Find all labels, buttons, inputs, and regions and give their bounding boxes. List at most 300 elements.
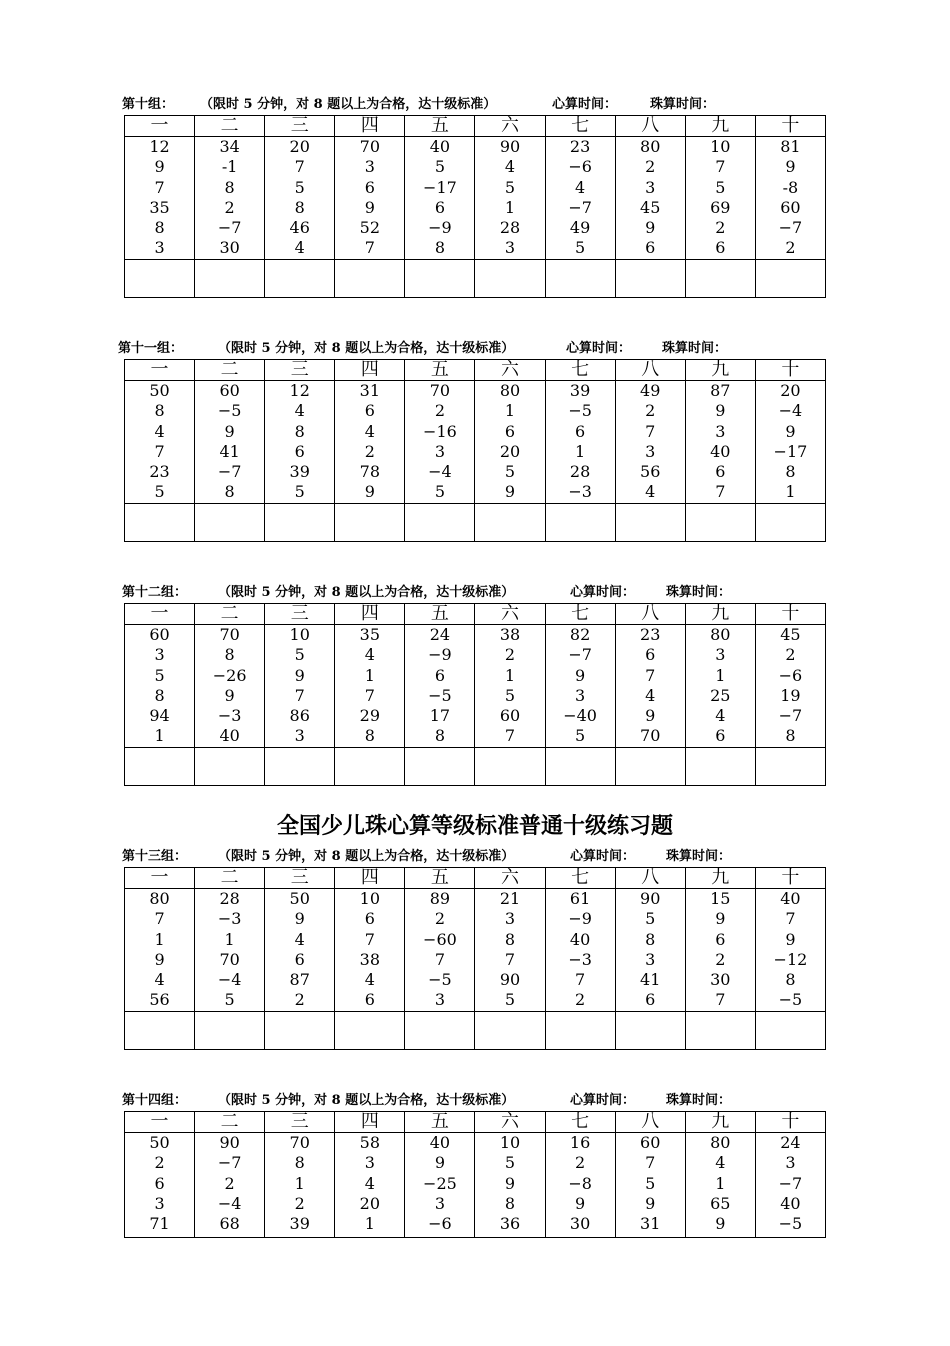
problem-column — [405, 381, 475, 504]
number-cell: 1 — [715, 1173, 726, 1193]
number-cell: 10 — [359, 889, 380, 908]
problem-column — [615, 889, 685, 1012]
number-cell: 8 — [434, 238, 446, 258]
problem-column — [195, 137, 265, 260]
number-cell: 31 — [359, 381, 380, 400]
number-cell: 40 — [219, 726, 240, 746]
number-cell: 4 — [715, 1153, 726, 1173]
number-cell: −7 — [778, 706, 803, 726]
number-cell: 12 — [289, 381, 310, 400]
answer-box[interactable] — [615, 504, 685, 542]
answer-box[interactable] — [685, 748, 755, 786]
column-header: 十 — [755, 604, 825, 625]
answer-box[interactable] — [405, 260, 475, 298]
number-cell: −3 — [568, 482, 592, 502]
number-cell: 2 — [294, 990, 305, 1010]
number-cell: 45 — [780, 625, 801, 644]
problem-column — [685, 137, 755, 260]
problem-column — [475, 137, 545, 260]
number-cell: 5 — [645, 909, 656, 929]
problem-column — [265, 1133, 335, 1238]
number-cell: 86 — [289, 706, 310, 726]
column-header: 六 — [475, 116, 545, 137]
number-cell: 7 — [715, 157, 726, 177]
number-cell: 3 — [504, 909, 516, 929]
column-header: 五 — [405, 868, 475, 889]
number-cell: 5 — [154, 665, 165, 685]
number-cell: 2 — [715, 218, 726, 238]
time-limit-rule: （限时 5 分钟，对 8 题以上为合格，达十级标准） — [218, 585, 515, 600]
number-cell: 6 — [715, 462, 726, 482]
problem-column — [615, 137, 685, 260]
number-cell: 9 — [575, 665, 586, 685]
problem-column — [195, 625, 265, 748]
answer-box[interactable] — [545, 504, 615, 542]
answer-box[interactable] — [405, 504, 475, 542]
number-cell: 5 — [294, 645, 305, 665]
number-cell: 80 — [499, 381, 521, 400]
problem-table — [124, 115, 826, 298]
problem-column — [335, 137, 405, 260]
column-header: 一 — [125, 604, 195, 625]
column-header: 十 — [755, 116, 825, 137]
number-cell: 4 — [154, 970, 165, 990]
number-cell: 3 — [154, 238, 165, 258]
column-header: 二 — [195, 604, 265, 625]
column-header: 七 — [545, 360, 615, 381]
column-header: 八 — [615, 116, 685, 137]
number-cell: 2 — [504, 645, 516, 665]
answer-box[interactable] — [195, 260, 265, 298]
number-cell: 6 — [364, 177, 375, 197]
problem-column — [405, 1133, 475, 1238]
number-cell: 6 — [715, 238, 726, 258]
number-cell: 20 — [780, 381, 801, 400]
number-cell: 5 — [504, 177, 516, 197]
number-cell: 78 — [359, 462, 380, 482]
number-cell: 3 — [715, 645, 726, 665]
number-cell: 3 — [154, 1193, 165, 1213]
number-cell: −3 — [217, 706, 242, 726]
number-cell: 7 — [154, 177, 165, 197]
answer-box[interactable] — [125, 748, 195, 786]
answer-box[interactable] — [615, 1012, 685, 1050]
number-cell: 9 — [154, 157, 165, 177]
number-cell: 70 — [219, 625, 240, 644]
column-header: 九 — [685, 116, 755, 137]
column-header: 七 — [545, 604, 615, 625]
column-header: 一 — [125, 1112, 195, 1133]
abacus-time-label: 珠算时间： — [666, 585, 732, 600]
number-cell: −7 — [778, 218, 803, 238]
number-cell: 8 — [785, 970, 796, 990]
number-cell: 2 — [434, 909, 446, 929]
answer-box[interactable] — [125, 1012, 195, 1050]
answer-box[interactable] — [405, 748, 475, 786]
number-cell: 40 — [710, 441, 731, 461]
number-cell: 12 — [149, 137, 170, 156]
time-limit-rule: （限时 5 分钟，对 8 题以上为合格，达十级标准） — [200, 97, 497, 112]
number-cell: 6 — [154, 1173, 165, 1193]
answer-box[interactable] — [685, 504, 755, 542]
number-cell: 6 — [645, 645, 656, 665]
answer-box[interactable] — [475, 1012, 545, 1050]
number-cell: −5 — [778, 990, 803, 1010]
number-cell: 35 — [359, 625, 380, 644]
number-cell: 6 — [645, 990, 656, 1010]
answer-box[interactable] — [755, 504, 825, 542]
number-cell: −26 — [212, 665, 247, 685]
number-cell: 5 — [294, 177, 305, 197]
problem-column — [685, 625, 755, 748]
number-cell: 4 — [364, 1173, 375, 1193]
column-header: 九 — [685, 868, 755, 889]
number-cell: 80 — [710, 1133, 731, 1152]
answer-box[interactable] — [685, 1012, 755, 1050]
number-cell: 40 — [429, 1133, 451, 1152]
number-cell: 17 — [429, 706, 451, 726]
problem-column — [615, 1133, 685, 1238]
number-cell: 20 — [499, 441, 521, 461]
problem-column — [475, 1133, 545, 1238]
number-cell: 41 — [640, 970, 661, 990]
number-cell: −9 — [428, 218, 452, 238]
number-cell: −7 — [778, 1173, 803, 1193]
problem-column — [125, 137, 195, 260]
answer-box[interactable] — [195, 1012, 265, 1050]
number-cell: −3 — [568, 949, 592, 969]
column-header: 九 — [685, 360, 755, 381]
answer-box[interactable] — [405, 1012, 475, 1050]
number-cell: -8 — [782, 177, 799, 197]
number-cell: 8 — [294, 197, 305, 217]
column-header: 五 — [405, 116, 475, 137]
number-cell: 5 — [504, 685, 516, 705]
number-cell: 8 — [294, 421, 305, 441]
number-cell: 36 — [499, 1214, 521, 1234]
column-header: 四 — [335, 604, 405, 625]
number-cell: 9 — [645, 218, 656, 238]
group-header — [122, 1092, 822, 1110]
answer-box[interactable] — [545, 748, 615, 786]
number-cell: 7 — [294, 685, 305, 705]
number-cell: 8 — [154, 401, 165, 421]
number-cell: 3 — [364, 1153, 375, 1173]
number-cell: 6 — [294, 441, 305, 461]
number-cell: 16 — [569, 1133, 591, 1152]
number-cell: 90 — [219, 1133, 240, 1152]
number-cell: 9 — [224, 421, 235, 441]
number-cell: 90 — [640, 889, 661, 908]
number-cell: 7 — [645, 421, 656, 441]
number-cell: 2 — [434, 401, 446, 421]
abacus-time-label: 珠算时间： — [650, 97, 716, 112]
column-header: 九 — [685, 604, 755, 625]
problem-column — [335, 625, 405, 748]
number-cell: 7 — [364, 685, 375, 705]
number-cell: 9 — [645, 706, 656, 726]
answer-box[interactable] — [475, 504, 545, 542]
number-cell: 2 — [785, 238, 796, 258]
number-cell: 20 — [359, 1193, 380, 1213]
number-cell: 1 — [715, 665, 726, 685]
number-cell: 3 — [364, 157, 375, 177]
answer-box[interactable] — [265, 1012, 335, 1050]
column-header: 五 — [405, 360, 475, 381]
number-cell: 2 — [575, 1153, 586, 1173]
column-header: 四 — [335, 868, 405, 889]
number-cell: 10 — [499, 1133, 521, 1152]
number-cell: 38 — [359, 949, 380, 969]
column-header: 二 — [195, 1112, 265, 1133]
number-cell: 1 — [154, 929, 165, 949]
column-header: 三 — [265, 868, 335, 889]
column-header: 二 — [195, 360, 265, 381]
answer-box[interactable] — [475, 260, 545, 298]
answer-box[interactable] — [335, 260, 405, 298]
number-cell: 68 — [219, 1214, 240, 1234]
number-cell: 6 — [364, 990, 375, 1010]
column-header: 八 — [615, 868, 685, 889]
problem-column — [405, 889, 475, 1012]
problem-column — [755, 137, 825, 260]
number-cell: 3 — [645, 177, 656, 197]
group-name: 第十组： — [122, 97, 175, 112]
number-cell: 3 — [504, 238, 516, 258]
column-header: 四 — [335, 116, 405, 137]
number-cell: 30 — [219, 238, 240, 258]
answer-box[interactable] — [755, 1012, 825, 1050]
number-cell: 9 — [434, 1153, 446, 1173]
number-cell: −4 — [217, 970, 242, 990]
number-cell: 25 — [710, 685, 731, 705]
number-cell: 4 — [294, 238, 305, 258]
answer-box[interactable] — [545, 1012, 615, 1050]
group-header — [122, 96, 822, 114]
number-cell: 7 — [785, 909, 796, 929]
answer-box[interactable] — [615, 748, 685, 786]
answer-box[interactable] — [265, 260, 335, 298]
problem-column — [335, 381, 405, 504]
number-cell: 1 — [224, 929, 235, 949]
number-cell: 10 — [289, 625, 310, 644]
number-cell: 35 — [149, 197, 170, 217]
number-cell: −12 — [773, 949, 808, 969]
number-cell: 29 — [359, 706, 380, 726]
number-cell: 6 — [575, 421, 586, 441]
number-cell: 49 — [640, 381, 661, 400]
problem-column — [755, 1133, 825, 1238]
number-cell: 5 — [224, 990, 235, 1010]
number-cell: 8 — [785, 462, 796, 482]
group-header — [122, 584, 822, 602]
number-cell: 9 — [294, 665, 305, 685]
number-cell: 23 — [569, 137, 591, 156]
number-cell: 8 — [224, 482, 235, 502]
answer-box[interactable] — [615, 260, 685, 298]
abacus-time-label: 珠算时间： — [662, 341, 728, 356]
number-cell: 9 — [715, 909, 726, 929]
number-cell: 50 — [149, 1133, 170, 1152]
number-cell: 15 — [710, 889, 731, 908]
number-cell: 9 — [715, 1214, 726, 1234]
number-cell: 70 — [289, 1133, 310, 1152]
number-cell: 4 — [715, 706, 726, 726]
number-cell: 28 — [499, 218, 521, 238]
problem-column — [615, 625, 685, 748]
column-header: 二 — [195, 868, 265, 889]
number-cell: −6 — [778, 665, 803, 685]
mental-time-label: 心算时间： — [566, 341, 632, 356]
number-cell: 9 — [224, 685, 235, 705]
number-cell: 1 — [364, 1214, 375, 1234]
number-cell: −4 — [778, 401, 803, 421]
problem-column — [685, 1133, 755, 1238]
number-cell: 9 — [715, 401, 726, 421]
answer-box[interactable] — [755, 748, 825, 786]
number-cell: 39 — [289, 1214, 310, 1234]
number-cell: −8 — [568, 1173, 592, 1193]
problem-column — [545, 1133, 615, 1238]
number-cell: 87 — [710, 381, 731, 400]
answer-box[interactable] — [335, 504, 405, 542]
number-cell: 9 — [364, 482, 375, 502]
number-cell: −7 — [217, 462, 242, 482]
number-cell: 87 — [289, 970, 310, 990]
number-cell: 60 — [149, 625, 170, 644]
number-cell: −60 — [423, 929, 457, 949]
number-cell: 7 — [575, 970, 586, 990]
problem-column — [195, 381, 265, 504]
number-cell: 9 — [785, 929, 796, 949]
problem-column — [125, 625, 195, 748]
answer-box[interactable] — [685, 260, 755, 298]
number-cell: 5 — [575, 726, 586, 746]
number-cell: 1 — [785, 482, 796, 502]
number-cell: 3 — [154, 645, 165, 665]
problem-column — [265, 625, 335, 748]
column-header: 六 — [475, 360, 545, 381]
number-cell: 4 — [645, 685, 656, 705]
number-cell: 2 — [224, 197, 235, 217]
number-cell: 28 — [219, 889, 240, 908]
answer-box[interactable] — [475, 748, 545, 786]
number-cell: 6 — [294, 949, 305, 969]
answer-box[interactable] — [195, 748, 265, 786]
number-cell: 60 — [499, 706, 521, 726]
problem-column — [475, 625, 545, 748]
number-cell: 60 — [219, 381, 240, 400]
number-cell: 52 — [359, 218, 380, 238]
number-cell: 7 — [154, 441, 165, 461]
number-cell: 8 — [294, 1153, 305, 1173]
problem-column — [195, 889, 265, 1012]
number-cell: 5 — [504, 990, 516, 1010]
number-cell: 3 — [645, 949, 656, 969]
number-cell: 3 — [575, 685, 586, 705]
column-header: 四 — [335, 360, 405, 381]
number-cell: 2 — [715, 949, 726, 969]
number-cell: 4 — [364, 970, 375, 990]
problem-column — [265, 889, 335, 1012]
problem-column — [755, 625, 825, 748]
column-header: 七 — [545, 1112, 615, 1133]
column-header: 三 — [265, 116, 335, 137]
number-cell: 10 — [710, 137, 731, 156]
number-cell: −5 — [568, 401, 592, 421]
number-cell: 20 — [289, 137, 310, 156]
number-cell: 23 — [149, 462, 170, 482]
number-cell: 7 — [364, 238, 375, 258]
number-cell: 9 — [575, 1193, 586, 1213]
problem-column — [545, 625, 615, 748]
answer-box[interactable] — [195, 504, 265, 542]
problem-column — [545, 889, 615, 1012]
answer-box[interactable] — [265, 504, 335, 542]
column-header: 一 — [125, 868, 195, 889]
number-cell: 40 — [780, 889, 801, 908]
number-cell: 5 — [294, 482, 305, 502]
number-cell: −7 — [568, 645, 592, 665]
number-cell: 50 — [149, 381, 170, 400]
number-cell: 56 — [149, 990, 170, 1010]
number-cell: 71 — [149, 1214, 170, 1234]
number-cell: 2 — [645, 157, 656, 177]
column-header: 十 — [755, 868, 825, 889]
answer-box[interactable] — [755, 260, 825, 298]
number-cell: 40 — [780, 1193, 801, 1213]
number-cell: 8 — [645, 929, 656, 949]
number-cell: 39 — [569, 381, 591, 400]
number-cell: 8 — [154, 685, 165, 705]
number-cell: 46 — [289, 218, 310, 238]
answer-box[interactable] — [125, 260, 195, 298]
number-cell: 7 — [715, 990, 726, 1010]
number-cell: 31 — [640, 1214, 661, 1234]
number-cell: 49 — [569, 218, 591, 238]
number-cell: 6 — [434, 197, 446, 217]
number-cell: 5 — [715, 177, 726, 197]
problem-column — [755, 381, 825, 504]
number-cell: 1 — [294, 1173, 305, 1193]
column-header: 八 — [615, 604, 685, 625]
answer-box[interactable] — [545, 260, 615, 298]
problem-column — [335, 1133, 405, 1238]
answer-box[interactable] — [335, 748, 405, 786]
answer-box[interactable] — [335, 1012, 405, 1050]
mental-time-label: 心算时间： — [552, 97, 618, 112]
number-cell: 7 — [645, 665, 656, 685]
number-cell: 80 — [640, 137, 661, 156]
number-cell: −7 — [217, 218, 242, 238]
page-title: 全国少儿珠心算等级标准普通十级练习题 — [276, 813, 673, 839]
number-cell: 9 — [504, 1173, 516, 1193]
answer-box[interactable] — [125, 504, 195, 542]
number-cell: 9 — [785, 157, 796, 177]
number-cell: 5 — [504, 1153, 516, 1173]
number-cell: 80 — [710, 625, 731, 644]
number-cell: 4 — [154, 421, 165, 441]
number-cell: −17 — [773, 441, 808, 461]
number-cell: 60 — [780, 197, 801, 217]
number-cell: 8 — [154, 218, 165, 238]
column-header: 九 — [685, 1112, 755, 1133]
number-cell: 28 — [569, 462, 591, 482]
number-cell: −25 — [423, 1173, 457, 1193]
number-cell: 5 — [575, 238, 586, 258]
answer-box[interactable] — [265, 748, 335, 786]
number-cell: 24 — [429, 625, 451, 644]
